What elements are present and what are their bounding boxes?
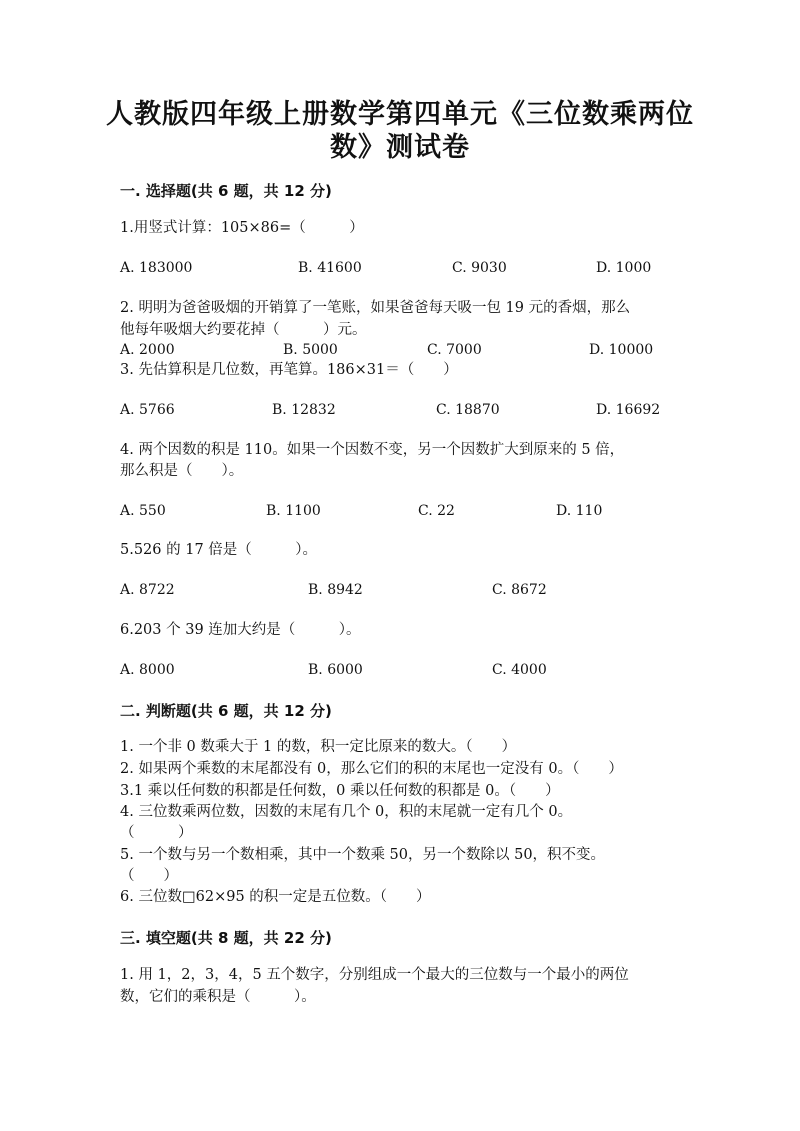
judge-line: 1. 一个非 0 数乘大于 1 的数，积一定比原来的数大。（ ） [120, 739, 517, 755]
option-3-d: D. 16692 [596, 402, 661, 418]
option-5-c: C. 8672 [492, 582, 547, 598]
section-heading-fill-blank: 三. 填空题(共 8 题，共 22 分) [120, 929, 332, 947]
option-4-c: C. 22 [418, 503, 455, 519]
judge-line: 6. 三位数□62×95 的积一定是五位数。（ ） [120, 889, 431, 905]
page-title-line-1: 人教版四年级上册数学第四单元《三位数乘两位 [106, 99, 694, 130]
fill-line: 1. 用 1，2，3，4，5 五个数字，分别组成一个最大的三位数与一个最小的两位 [120, 967, 629, 983]
option-6-a: A. 8000 [120, 662, 175, 678]
option-5-b: B. 8942 [308, 582, 363, 598]
option-1-d: D. 1000 [596, 260, 652, 276]
fill-line: 数，它们的乘积是（ ）。 [120, 989, 316, 1005]
question-2-text-line-2: 他每年吸烟大约要花掉（ ）元。 [120, 322, 367, 338]
judge-line: （ ） [120, 825, 193, 841]
option-1-b: B. 41600 [298, 260, 362, 276]
option-5-a: A. 8722 [120, 582, 175, 598]
option-3-a: A. 5766 [120, 402, 175, 418]
option-4-b: B. 1100 [266, 503, 321, 519]
question-2-text-line-1: 2. 明明为爸爸吸烟的开销算了一笔账，如果爸爸每天吸一包 19 元的香烟，那么 [120, 300, 631, 316]
question-3-text: 3. 先估算积是几位数，再笔算。186×31＝（ ） [120, 362, 458, 378]
question-4-text-line-2: 那么积是（ ）。 [120, 463, 244, 479]
option-2-a: A. 2000 [120, 342, 175, 358]
question-4-text-line-1: 4. 两个因数的积是 110。如果一个因数不变，另一个因数扩大到原来的 5 倍， [120, 442, 625, 458]
question-1-text: 1.用竖式计算：105×86=（ ） [120, 220, 364, 236]
judge-line: 2. 如果两个乘数的末尾都没有 0，那么它们的积的末尾也一定没有 0。（ ） [120, 761, 623, 777]
option-3-c: C. 18870 [436, 402, 500, 418]
judge-line: 3.1 乘以任何数的积都是任何数，0 乘以任何数的积都是 0。（ ） [120, 783, 560, 799]
question-6-text: 6.203 个 39 连加大约是（ ）。 [120, 622, 361, 638]
page-title-line-2: 数》测试卷 [330, 132, 470, 163]
judge-line: （ ） [120, 868, 178, 884]
option-1-a: A. 183000 [120, 260, 193, 276]
option-1-c: C. 9030 [452, 260, 507, 276]
section-heading-choice: 一. 选择题(共 6 题，共 12 分) [120, 182, 332, 200]
judge-line: 5. 一个数与另一个数相乘，其中一个数乘 50，另一个数除以 50，积不变。 [120, 847, 606, 863]
option-2-c: C. 7000 [427, 342, 482, 358]
option-4-d: D. 110 [556, 503, 603, 519]
option-2-b: B. 5000 [283, 342, 338, 358]
section-heading-true-false: 二. 判断题(共 6 题，共 12 分) [120, 702, 332, 720]
option-2-d: D. 10000 [589, 342, 654, 358]
option-3-b: B. 12832 [272, 402, 336, 418]
question-5-text: 5.526 的 17 倍是（ ）。 [120, 542, 318, 558]
option-4-a: A. 550 [120, 503, 166, 519]
option-6-c: C. 4000 [492, 662, 547, 678]
judge-line: 4. 三位数乘两位数，因数的末尾有几个 0，积的末尾就一定有几个 0。 [120, 804, 573, 820]
option-6-b: B. 6000 [308, 662, 363, 678]
